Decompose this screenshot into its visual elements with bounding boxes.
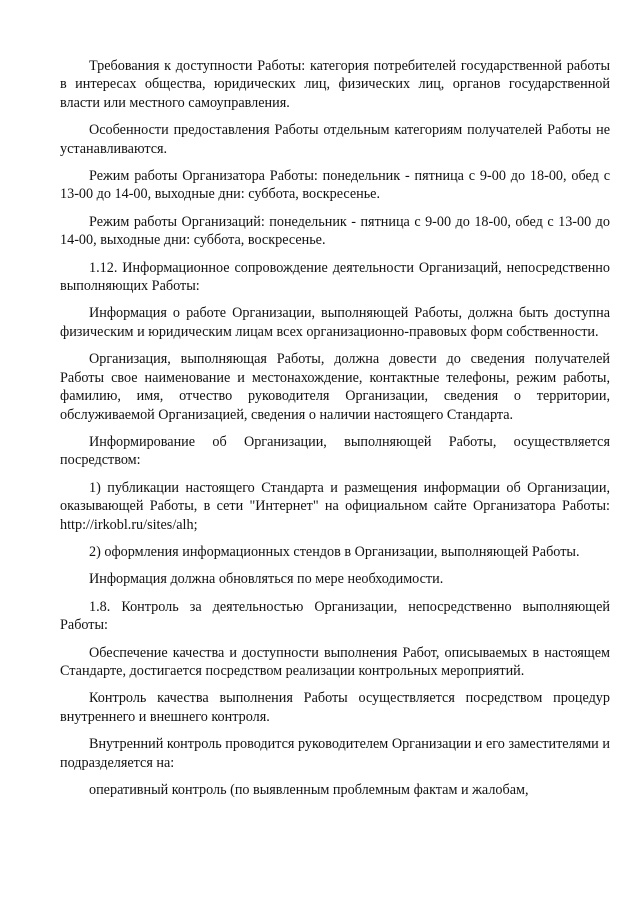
paragraph-section-1-12: 1.12. Информационное сопровождение деятельности Организаций, непосредственно выполняющих Работы: bbox=[60, 259, 610, 295]
paragraph-information-availability: Информация о работе Организации, выполняющей Работы, должна быть доступна физическим и юридическим лицам всех организационно-правовых форм собственности. bbox=[60, 305, 610, 340]
paragraph-item-2-stands: 2) оформления информационных стендов в Организации, выполняющей Работы. bbox=[89, 543, 580, 560]
paragraph-section-1-8: 1.8. Контроль за деятельностью Организации, непосредственно выполняющей Работы: bbox=[60, 598, 610, 634]
paragraph-item-1-publication: 1) публикации настоящего Стандарта и размещения информации об Организации, оказывающей Работы, в сети "Интернет" на официальном сайте Организатора Работы: http://irkobl.ru/sites/alh; bbox=[60, 479, 610, 533]
paragraph-accessibility-requirements: Требования к доступности Работы: категория потребителей государственной работы в интересах общества, юридических лиц, физических лиц, органов государственной власти или местного самоуправления. bbox=[60, 58, 610, 111]
paragraph-organizations-schedule: Режим работы Организаций: понедельник - пятница с 9-00 до 18-00, обед с 13-00 до 14-00, выходные дни: суббота, воскресенье. bbox=[60, 213, 610, 249]
paragraph-information-update: Информация должна обновляться по мере необходимости. bbox=[89, 571, 444, 588]
paragraph-provision-features: Особенности предоставления Работы отдельным категориям получателей Работы не устанавливаются. bbox=[60, 122, 610, 157]
paragraph-quality-assurance: Обеспечение качества и доступности выполнения Работ, описываемых в настоящем Стандарте, достигается посредством реализации контрольных мероприятий. bbox=[60, 644, 610, 679]
document-body bbox=[60, 57, 610, 808]
paragraph-organizer-schedule: Режим работы Организатора Работы: понедельник - пятница с 9-00 до 18-00, обед с 13-00 до 14-00, выходные дни: суббота, воскресенье. bbox=[60, 168, 610, 203]
paragraph-quality-control: Контроль качества выполнения Работы осуществляется посредством процедур внутреннего и внешнего контроля. bbox=[60, 690, 610, 725]
paragraph-informing-means: Информирование об Организации, выполняющей Работы, осуществляется посредством: bbox=[60, 433, 610, 469]
paragraph-internal-control: Внутренний контроль проводится руководителем Организации и его заместителями и подразделяется на: bbox=[60, 736, 610, 771]
paragraph-operational-control: оперативный контроль (по выявленным проблемным фактам и жалобам, bbox=[89, 782, 529, 798]
paragraph-organization-disclosure: Организация, выполняющая Работы, должна довести до сведения получателей Работы свое наименование и местонахождение, контактные телефоны, режим работы, фамилию, имя, отчество руководителя Организации, сведения о территории, обслуживаемой Организацией, сведения о наличии настоящего Стандарта. bbox=[60, 351, 610, 423]
